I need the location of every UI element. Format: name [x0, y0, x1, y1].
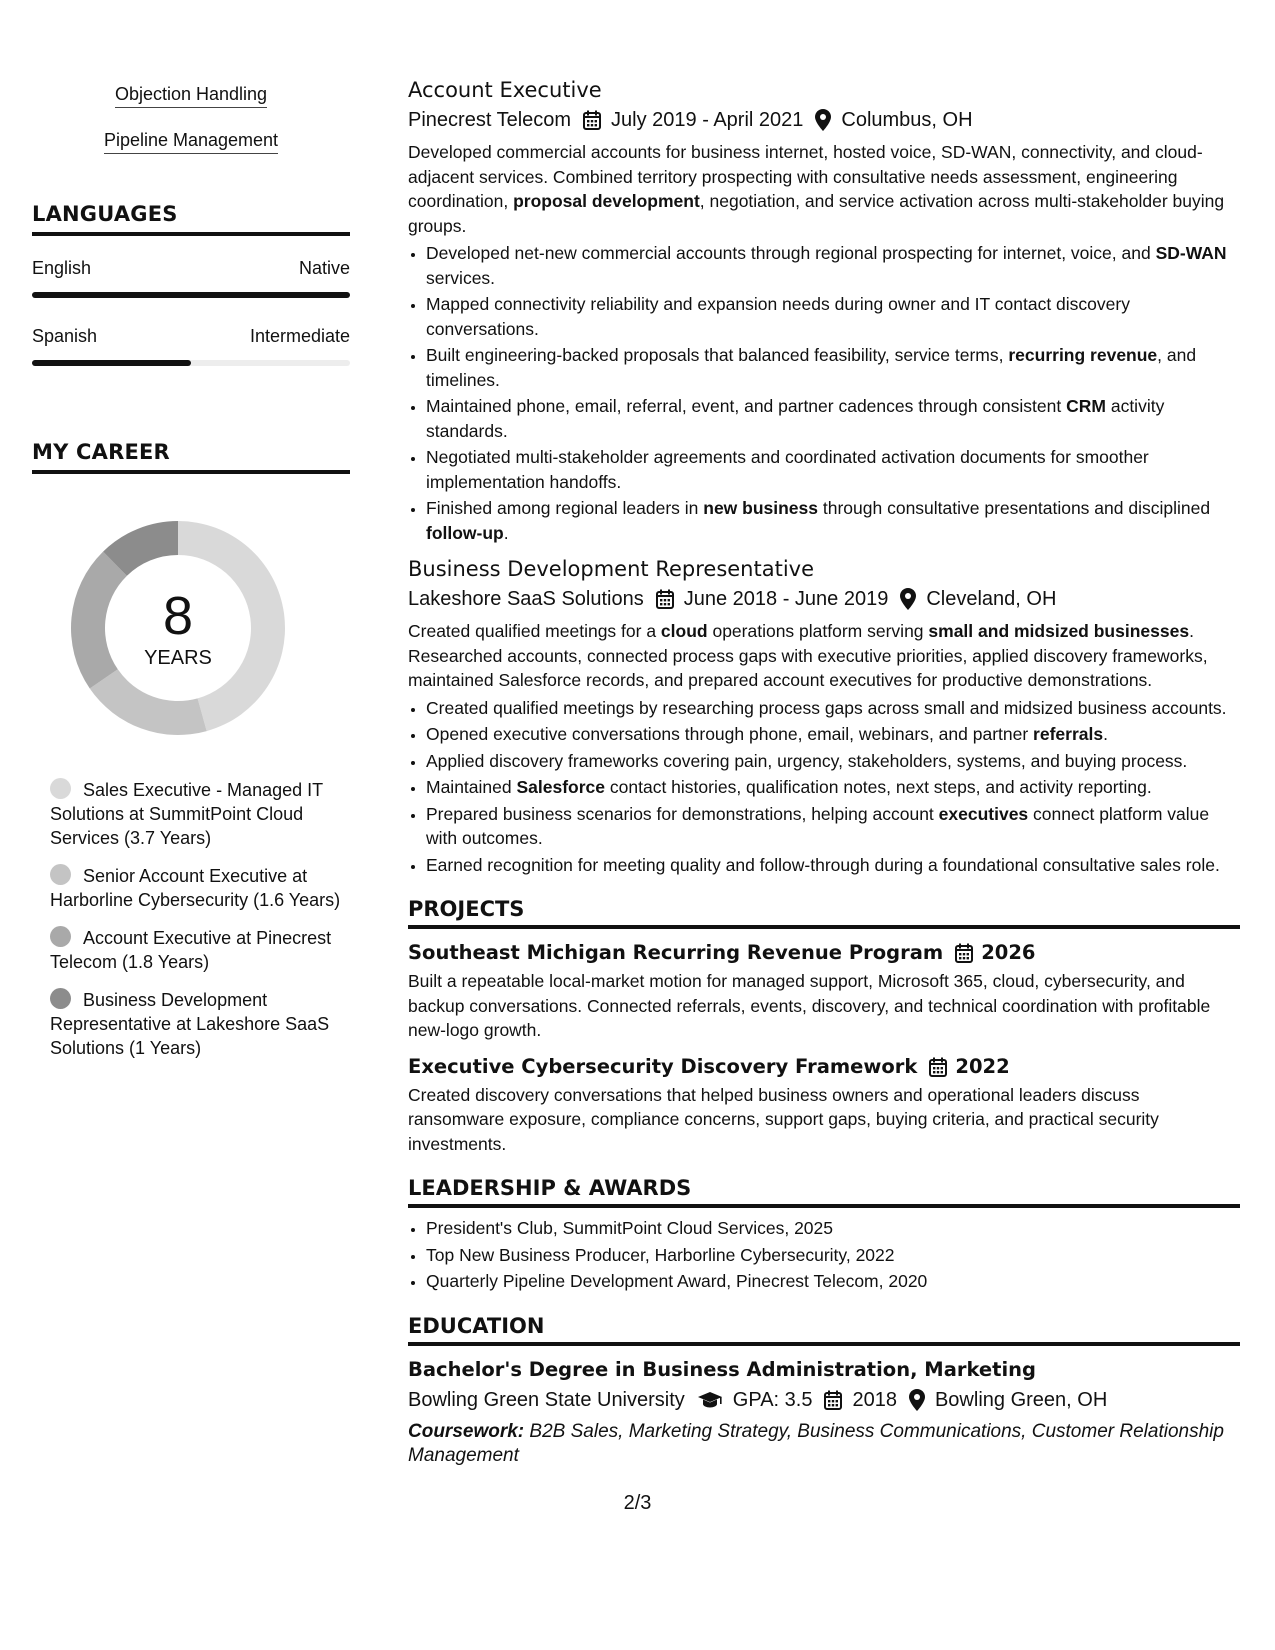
job-bullets — [408, 696, 1240, 878]
text-run: , and timelines. — [426, 345, 1197, 390]
job-bullet — [426, 722, 1240, 747]
text-run: . — [503, 522, 509, 543]
bold-keyword: new business — [703, 498, 819, 518]
map-pin-icon — [815, 109, 831, 131]
text-run: Finished among regional leaders in — [426, 498, 704, 518]
career-total-years: 8 — [162, 586, 194, 646]
job-dates: July 2019 - April 2021 — [611, 109, 804, 131]
legend-swatch — [50, 864, 71, 885]
project-entry — [408, 1053, 1240, 1157]
bold-keyword: proposal development — [513, 191, 700, 211]
bold-keyword: Salesforce — [516, 777, 606, 797]
text-run: Created qualified meetings by researching process gaps across small and midsized business accounts. — [426, 697, 1227, 718]
text-run: through consultative presentations and disciplined — [818, 498, 1211, 518]
text-run: activity standards. — [426, 396, 1165, 441]
job-location: Cleveland, OH — [926, 588, 1057, 610]
career-legend-item — [50, 778, 350, 850]
bold-keyword: recurring revenue — [1008, 345, 1158, 365]
languages-heading: LANGUAGES — [32, 200, 350, 236]
donut-center — [64, 514, 292, 742]
legend-label: Business Development Representative at Lakeshore SaaS Solutions (1 Years) — [50, 990, 330, 1058]
award-item: • Quarterly Pipeline Development Award, Pinecrest Telecom, 2020 — [426, 1269, 1240, 1294]
text-run: Created qualified meetings for a — [408, 621, 661, 641]
language-proficiency-bar — [32, 292, 350, 298]
job-bullet — [426, 343, 1240, 392]
project-description: Built a repeatable local-market motion for managed support, Microsoft 365, cloud, cybersecurity, and backup conversations. Connected referrals, events, discovery, and technical coordination with profitable new-logo growth. — [408, 971, 1211, 1040]
education-coursework — [408, 1420, 1240, 1468]
text-run: Built engineering-backed proposals that balanced feasibility, service terms, — [426, 345, 1009, 365]
text-run: Earned recognition for meeting quality and follow-through during a foundational consultative sales role. — [426, 854, 1220, 875]
education-location: Bowling Green, OH — [934, 1388, 1108, 1411]
coursework-label: Coursework: — [408, 1420, 525, 1442]
project-year: 2022 — [955, 1054, 1010, 1078]
legend-swatch — [50, 926, 71, 947]
skill-label: Objection Handling — [115, 82, 267, 108]
project-year: 2026 — [981, 941, 1036, 964]
graduation-cap-icon — [697, 1391, 723, 1409]
legend-label: Account Executive at Pinecrest Telecom (1.8 Years) — [50, 928, 332, 972]
job-location: Columbus, OH — [841, 109, 973, 131]
calendar-icon — [824, 1390, 842, 1410]
bold-keyword: follow-up — [426, 522, 504, 543]
job-summary — [408, 140, 1240, 238]
job-entry — [408, 555, 1240, 877]
bold-keyword: SD-WAN — [1155, 243, 1227, 263]
language-proficiency-bar — [32, 360, 350, 366]
job-bullet — [426, 853, 1240, 878]
language-item — [32, 324, 350, 366]
calendar-icon — [929, 1057, 947, 1077]
job-title: Business Development Representative — [408, 557, 815, 581]
job-bullet — [426, 292, 1240, 341]
awards-heading: LEADERSHIP & AWARDS — [408, 1174, 1240, 1208]
education-heading: EDUCATION — [408, 1312, 1240, 1346]
award-item: • President's Club, SummitPoint Cloud Services, 2025 — [426, 1216, 1240, 1241]
text-run: Prepared business scenarios for demonstrations, helping account — [426, 803, 939, 824]
project-title-row — [408, 939, 1240, 967]
text-run: connect platform value with outcomes. — [426, 803, 1210, 848]
text-run: . Researched accounts, connected process gaps with executive priorities, applied discovery frameworks, maintained Salesforce records, and prepared account executives for productive demonstrations. — [408, 621, 1208, 690]
job-dates: June 2018 - June 2019 — [683, 588, 889, 610]
project-title-row — [408, 1053, 1240, 1081]
job-meta — [408, 585, 1240, 613]
education-school: Bowling Green State University — [408, 1388, 685, 1411]
career-legend-item — [50, 864, 350, 912]
job-bullet — [426, 445, 1240, 494]
legend-label: Sales Executive - Managed IT Solutions at SummitPoint Cloud Services (3.7 Years) — [50, 780, 323, 848]
career-donut-chart — [64, 514, 292, 742]
skill-label: Pipeline Management — [104, 128, 278, 154]
map-pin-icon — [900, 588, 916, 610]
language-level: Native — [298, 258, 350, 278]
job-bullet — [426, 696, 1240, 721]
bold-keyword: small and midsized businesses — [928, 621, 1190, 641]
text-run: contact histories, qualification notes, next steps, and activity reporting. — [605, 777, 1152, 797]
language-item — [32, 256, 350, 298]
page-number: 2/3 — [623, 1492, 652, 1514]
job-bullet — [426, 749, 1240, 774]
award-item: • Top New Business Producer, Harborline Cybersecurity, 2022 — [426, 1243, 1240, 1268]
job-bullet — [426, 802, 1240, 851]
job-title: Account Executive — [408, 78, 602, 102]
job-meta — [408, 106, 1240, 134]
job-entry — [408, 76, 1240, 545]
language-name: Spanish — [32, 326, 98, 346]
text-run: Maintained phone, email, referral, event, and partner cadences through consistent — [426, 396, 1067, 416]
bold-keyword: cloud — [660, 621, 708, 641]
text-run: Opened executive conversations through phone, email, webinars, and partner — [426, 724, 1034, 744]
text-run: Negotiated multi-stakeholder agreements and coordinated activation documents for smoother implementation handoffs. — [426, 447, 1149, 492]
career-legend-item — [50, 988, 350, 1060]
job-bullet — [426, 241, 1240, 290]
text-run: Developed net-new commercial accounts through regional prospecting for internet, voice, and — [426, 243, 1156, 263]
project-description: Created discovery conversations that helped business owners and operational leaders discuss ransomware exposure, compliance concerns, support gaps, buying criteria, and practical security investments. — [408, 1084, 1159, 1154]
text-run: Developed commercial accounts for business internet, hosted voice, SD-WAN, connectivity, and cloud-adjacent services. Combined territory prospecting with consultative needs assessment, engineering coordination, — [408, 142, 1203, 211]
projects-heading: PROJECTS — [408, 895, 1240, 929]
legend-swatch — [50, 778, 71, 799]
bold-keyword: CRM — [1066, 396, 1106, 416]
text-run: Maintained — [426, 777, 517, 797]
education-meta — [408, 1386, 1240, 1414]
job-bullets — [408, 241, 1240, 545]
main-content — [408, 76, 1240, 1468]
sidebar — [32, 82, 350, 1074]
job-bullet — [426, 775, 1240, 800]
language-proficiency-fill — [32, 360, 191, 366]
career-heading: MY CAREER — [32, 438, 350, 474]
job-bullet — [426, 496, 1240, 545]
legend-swatch — [50, 988, 71, 1009]
bold-keyword: executives — [938, 803, 1029, 824]
awards-list — [408, 1216, 1240, 1294]
language-level: Intermediate — [249, 326, 350, 346]
career-total-unit: YEARS — [144, 647, 212, 669]
job-summary — [408, 619, 1240, 693]
map-pin-icon — [909, 1389, 925, 1411]
career-legend — [32, 778, 350, 1060]
text-run: services. — [426, 267, 496, 288]
career-legend-item — [50, 926, 350, 974]
education-gpa: GPA: 3.5 — [732, 1388, 813, 1411]
language-proficiency-fill — [32, 292, 350, 298]
project-entry — [408, 939, 1240, 1043]
skill-item — [32, 128, 350, 154]
job-company: Lakeshore SaaS Solutions — [408, 588, 644, 610]
education-year: 2018 — [852, 1388, 897, 1411]
job-company: Pinecrest Telecom — [408, 109, 572, 131]
text-run: operations platform serving — [707, 621, 929, 641]
project-name: Southeast Michigan Recurring Revenue Program — [408, 941, 944, 964]
job-bullet — [426, 394, 1240, 443]
text-run: Applied discovery frameworks covering pain, urgency, stakeholders, systems, and buying process. — [426, 750, 1188, 771]
text-run: . — [1103, 724, 1108, 744]
skill-item — [32, 82, 350, 108]
calendar-icon — [583, 110, 601, 130]
calendar-icon — [955, 943, 973, 963]
calendar-icon — [656, 589, 674, 609]
text-run: Mapped connectivity reliability and expansion needs during owner and IT contact discovery conversations. — [426, 294, 1130, 339]
legend-label: Senior Account Executive at Harborline Cybersecurity (1.6 Years) — [50, 866, 341, 910]
coursework-text: B2B Sales, Marketing Strategy, Business Communications, Customer Relationship Management — [408, 1420, 1224, 1466]
text-run: , negotiation, and service activation across multi-stakeholder buying groups. — [408, 191, 1225, 236]
bold-keyword: referrals — [1033, 724, 1104, 744]
language-name: English — [32, 258, 92, 278]
education-degree: Bachelor's Degree in Business Administration, Marketing — [408, 1357, 1036, 1381]
project-name: Executive Cybersecurity Discovery Framework — [408, 1054, 918, 1078]
